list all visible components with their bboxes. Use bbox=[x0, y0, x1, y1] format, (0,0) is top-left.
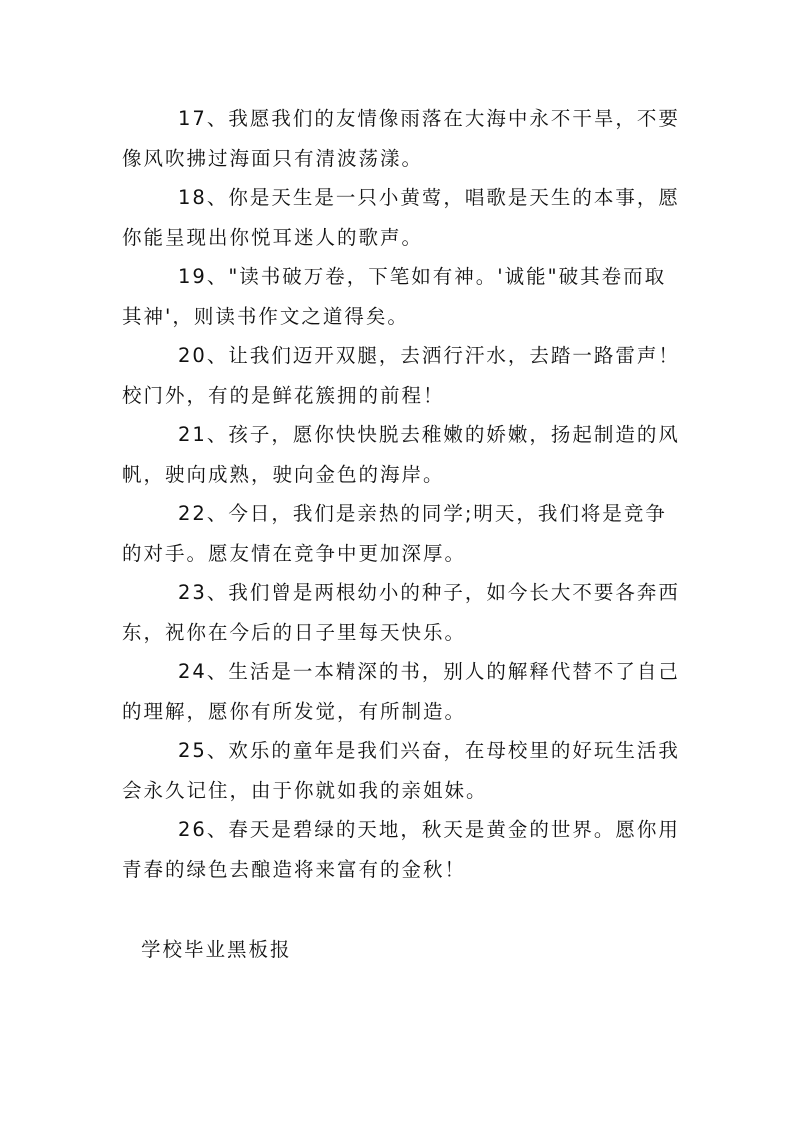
paragraph-22 bbox=[122, 494, 674, 573]
paragraph-18 bbox=[122, 178, 680, 257]
paragraph-20 bbox=[122, 336, 680, 415]
paragraph-26 bbox=[122, 810, 680, 889]
paragraph-21 bbox=[122, 415, 680, 494]
paragraph-line: 17、我愿我们的友情像雨落在大海中永不干旱，不要 bbox=[178, 107, 680, 130]
paragraph-19 bbox=[122, 257, 674, 336]
paragraph-line: 22、今日，我们是亲热的同学;明天，我们将是竞争 bbox=[178, 502, 667, 525]
paragraph-line: 19、"读书破万卷，下笔如有神。'诚能"破其卷而取 bbox=[178, 265, 667, 288]
paragraph-line: 青春的绿色去酿造将来富有的金秋！ bbox=[122, 857, 467, 881]
paragraph-17 bbox=[122, 99, 680, 178]
paragraph-line: 帆，驶向成熟，驶向金色的海岸。 bbox=[122, 462, 445, 486]
paragraph-24 bbox=[122, 652, 680, 731]
paragraph-line: 像风吹拂过海面只有清波荡漾。 bbox=[122, 146, 424, 170]
document-body bbox=[122, 99, 680, 889]
paragraph-line: 26、春天是碧绿的天地，秋天是黄金的世界。愿你用 bbox=[178, 818, 680, 841]
paragraph-line: 18、你是天生是一只小黄莺，唱歌是天生的本事，愿 bbox=[178, 186, 680, 209]
paragraph-line: 的理解，愿你有所发觉，有所制造。 bbox=[122, 699, 467, 723]
paragraph-line: 23、我们曾是两根幼小的种子，如今长大不要各奔西 bbox=[178, 581, 680, 604]
paragraph-25 bbox=[122, 731, 680, 810]
paragraph-line: 你能呈现出你悦耳迷人的歌声。 bbox=[122, 225, 424, 249]
paragraph-line: 东，祝你在今后的日子里每天快乐。 bbox=[122, 620, 467, 644]
paragraph-line: 25、欢乐的童年是我们兴奋，在母校里的好玩生活我 bbox=[178, 739, 680, 762]
paragraph-line: 20、让我们迈开双腿，去洒行汗水，去踏一路雷声！ bbox=[178, 344, 680, 367]
paragraph-line: 其神'，则读书作文之道得矣。 bbox=[122, 304, 409, 328]
paragraph-line: 的对手。愿友情在竞争中更加深厚。 bbox=[122, 541, 467, 565]
paragraph-line: 21、孩子，愿你快快脱去稚嫩的娇嫩，扬起制造的风 bbox=[178, 423, 680, 446]
paragraph-line: 24、生活是一本精深的书，别人的解释代替不了自己 bbox=[178, 660, 680, 683]
paragraph-line: 校门外，有的是鲜花簇拥的前程！ bbox=[122, 383, 445, 407]
paragraph-line: 会永久记住，由于你就如我的亲姐妹。 bbox=[122, 778, 488, 802]
paragraph-23 bbox=[122, 573, 680, 652]
section-heading: 学校毕业黑板报 bbox=[141, 938, 292, 961]
